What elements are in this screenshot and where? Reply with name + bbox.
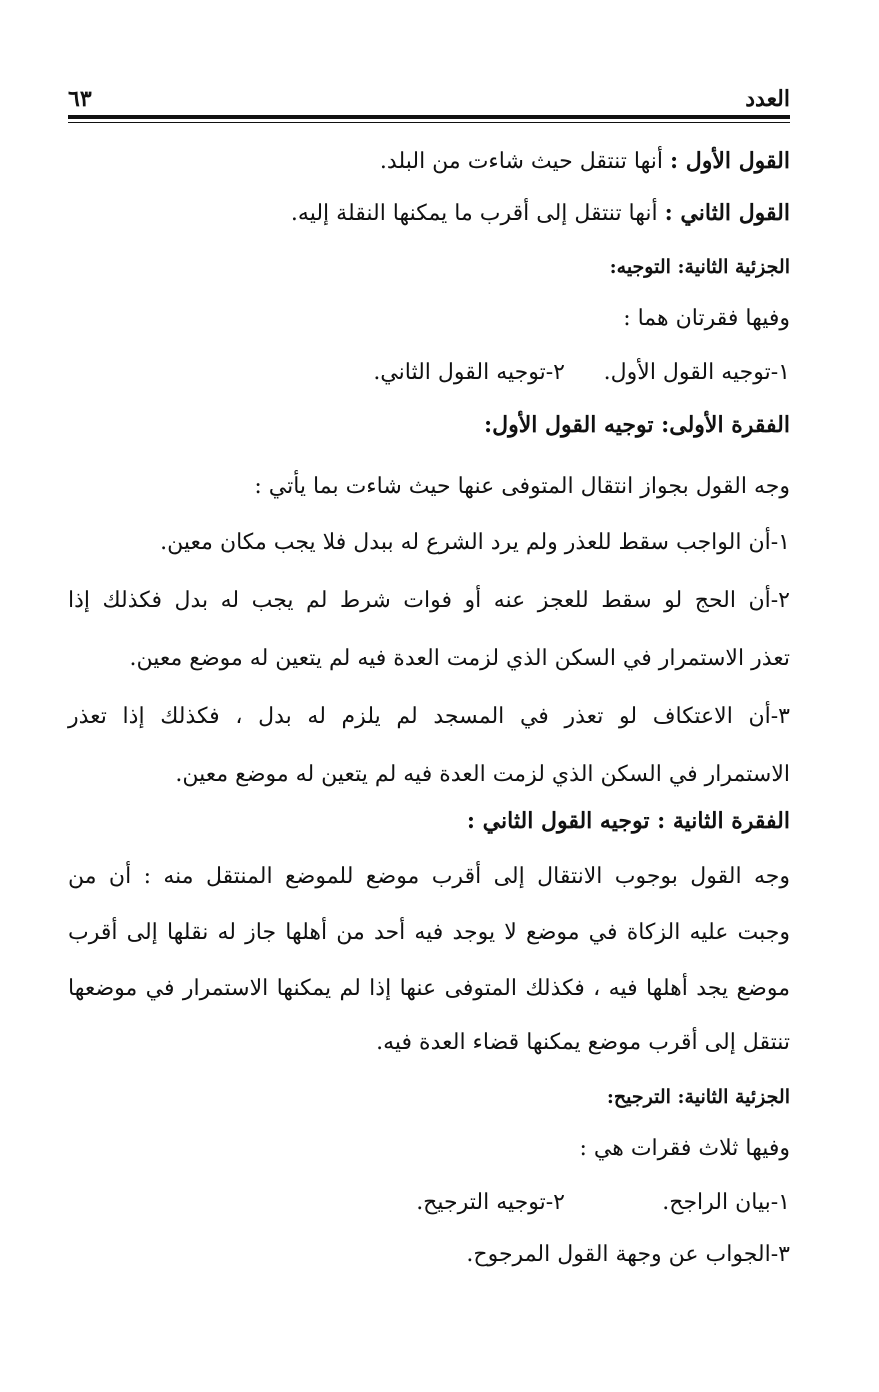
paragraph-text: الاستمرار في السكن الذي لزمت العدة فيه لم يتعين له موضع معين.: [175, 762, 790, 787]
section-heading-tarjih: الجزئية الثانية: الترجيح:: [606, 1086, 790, 1108]
tarjih-list-item: ١-بيان الراجح.: [662, 1190, 790, 1215]
paragraph-text: ١-أن الواجب سقط للعذر ولم يرد الشرع له ببدل فلا يجب مكان معين.: [160, 530, 790, 555]
paragraph-text: تعذر الاستمرار في السكن الذي لزمت العدة فيه لم يتعين له موضع معين.: [129, 646, 790, 671]
taujih-list-item: ٢-توجيه القول الثاني.: [373, 360, 565, 385]
paragraph-text: ٣-أن الاعتكاف لو تعذر في المسجد لم يلزم له بدل ، فكذلك إذا تعذر: [68, 704, 790, 729]
paragraph-text: ٢-أن الحج لو سقط للعجز عنه أو فوات شرط لم يجب له بدل فكذلك إذا: [68, 588, 790, 613]
chapter-title: العدد: [745, 86, 790, 112]
paragraph-text: وجه القول بوجوب الانتقال إلى أقرب موضع للموضع المنتقل منه : أن من: [68, 864, 790, 889]
paragraph-text: وجبت عليه الزكاة في موضع لا يوجد فيه أحد من أهلها جاز له نقلها إلى أقرب: [68, 920, 790, 945]
header-rule-thick: [68, 115, 790, 119]
section-heading-taujih: الجزئية الثانية: التوجيه:: [609, 256, 790, 278]
page-number: ٦٣: [68, 86, 92, 112]
taujih-list-item: ١-توجيه القول الأول.: [603, 360, 790, 385]
first-opinion: [68, 148, 790, 174]
paragraph-text: وجه القول بجواز انتقال المتوفى عنها حيث شاءت بما يأتي :: [254, 474, 790, 499]
paragraph-heading-first: الفقرة الأولى: توجيه القول الأول:: [483, 412, 790, 438]
tarjih-intro: وفيها ثلاث فقرات هي :: [579, 1136, 790, 1161]
header-rule-thin: [68, 122, 790, 123]
first-opinion-text: أنها تنتقل حيث شاءت من البلد.: [379, 149, 663, 174]
page-header: [68, 60, 790, 112]
second-opinion-label: القول الثاني :: [664, 200, 790, 226]
second-opinion: [68, 200, 790, 226]
book-page: [68, 60, 790, 1267]
second-opinion-text: أنها تنتقل إلى أقرب ما يمكنها النقلة إليه.: [290, 201, 658, 226]
taujih-intro: وفيها فقرتان هما :: [623, 306, 790, 331]
first-opinion-label: القول الأول :: [669, 148, 790, 174]
paragraph-text: موضع يجد أهلها فيه ، فكذلك المتوفى عنها إذا لم يمكنها الاستمرار في موضعها: [68, 976, 790, 1001]
tarjih-list-item: ٢-توجيه الترجيح.: [416, 1190, 565, 1215]
paragraph-heading-second: الفقرة الثانية : توجيه القول الثاني :: [466, 808, 790, 834]
paragraph-text: تنتقل إلى أقرب موضع يمكنها قضاء العدة فيه.: [376, 1030, 790, 1055]
tarjih-list-item: ٣-الجواب عن وجهة القول المرجوح.: [466, 1242, 790, 1267]
